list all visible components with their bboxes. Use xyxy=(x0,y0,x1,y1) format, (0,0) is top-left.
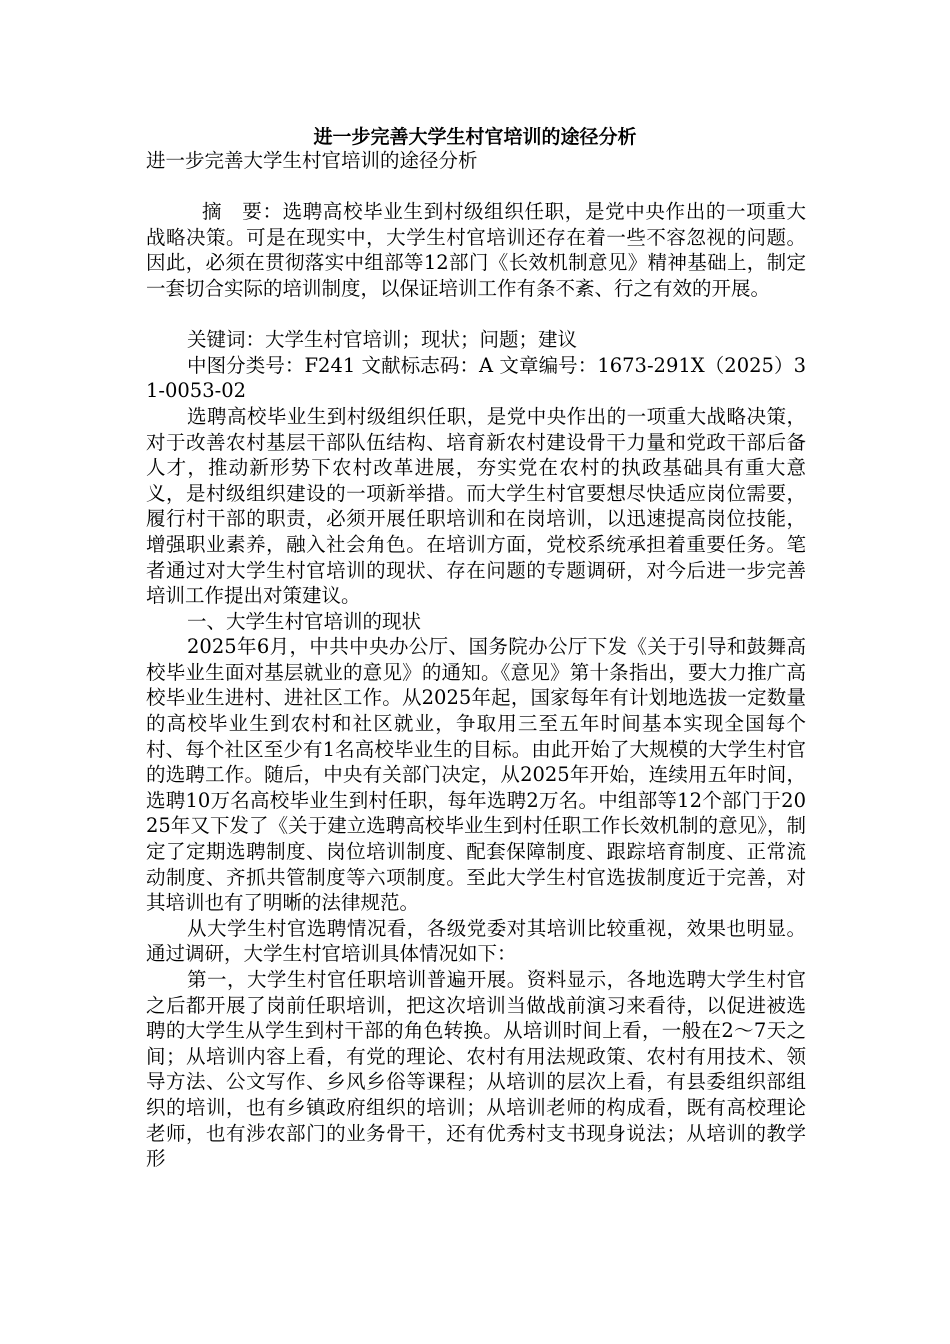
body-paragraph: 从大学生村官选聘情况看，各级党委对其培训比较重视，效果也明显。通过调研，大学生村官培训具体情况如下： xyxy=(146,916,806,966)
section-heading: 一、大学生村官培训的现状 xyxy=(187,609,422,633)
keywords-line: 关键词：大学生村官培训；现状；问题；建议 xyxy=(187,328,578,352)
body-paragraph: 第一，大学生村官任职培训普遍开展。资料显示，各地选聘大学生村官之后都开展了岗前任职培训，把这次培训当做战前演习来看待，以促进被选聘的大学生从学生到村干部的角色转换。从培训时间上看，一般在2～7天之间；从培训内容上看，有党的理论、农村有用法规政策、农村有用技术、领导方法、公文写作、乡风乡俗等课程；从培训的层次上看，有县委组织部组织的培训，也有乡镇政府组织的培训；从培训老师的构成看，既有高校理论老师，也有涉农部门的业务骨干，还有优秀村支书现身说法；从培训的教学形 xyxy=(146,968,806,1171)
classification-line: 中图分类号：F241 文献标志码：A 文章编号：1673-291X（2025）31-0053-02 xyxy=(146,353,806,403)
abstract-paragraph: 摘 要：选聘高校毕业生到村级组织任职，是党中央作出的一项重大战略决策。可是在现实中，大学生村官培训还存在着一些不容忽视的问题。因此，必须在贯彻落实中组部等12部门《长效机制意见》精神基础上，制定一套切合实际的培训制度，以保证培训工作有条不紊、行之有效的开展。 xyxy=(146,200,806,300)
document-body xyxy=(146,148,806,1172)
body-paragraph: 2025年6月，中共中央办公厅、国务院办公厅下发《关于引导和鼓舞高校毕业生面对基层就业的意见》的通知。《意见》第十条指出，要大力推广高校毕业生进村、进社区工作。从2025年起，国家每年有计划地选拔一定数量的高校毕业生到农村和社区就业，争取用三至五年时间基本实现全国每个村、每个社区至少有1名高校毕业生的目标。由此开始了大规模的大学生村官的选聘工作。随后，中央有关部门决定，从2025年开始，连续用五年时间，选聘10万名高校毕业生到村任职，每年选聘2万名。中组部等12个部门于2025年又下发了《关于建立选聘高校毕业生到村任职工作长效机制的意见》，制定了定期选聘制度、岗位培训制度、配套保障制度、跟踪培育制度、正常流动制度、齐抓共管制度等六项制度。至此大学生村官选拔制度近于完善，对其培训也有了明晰的法律规范。 xyxy=(146,635,806,915)
document-subtitle: 进一步完善大学生村官培训的途径分析 xyxy=(146,149,478,172)
body-paragraph: 选聘高校毕业生到村级组织任职，是党中央作出的一项重大战略决策，对于改善农村基层干部队伍结构、培育新农村建设骨干力量和党政干部后备人才，推动新形势下农村改革进展，夯实党在农村的执政基础具有重大意义，是村级组织建设的一项新举措。而大学生村官要想尽快适应岗位需要，履行村干部的职责，必须开展任职培训和在岗培训，以迅速提高岗位技能，增强职业素养，融入社会角色。在培训方面，党校系统承担着重要任务。笔者通过对大学生村官培训的现状、存在问题的专题调研，对今后进一步完善培训工作提出对策建议。 xyxy=(146,404,806,608)
document-title: 进一步完善大学生村官培训的途径分析 xyxy=(313,126,637,148)
